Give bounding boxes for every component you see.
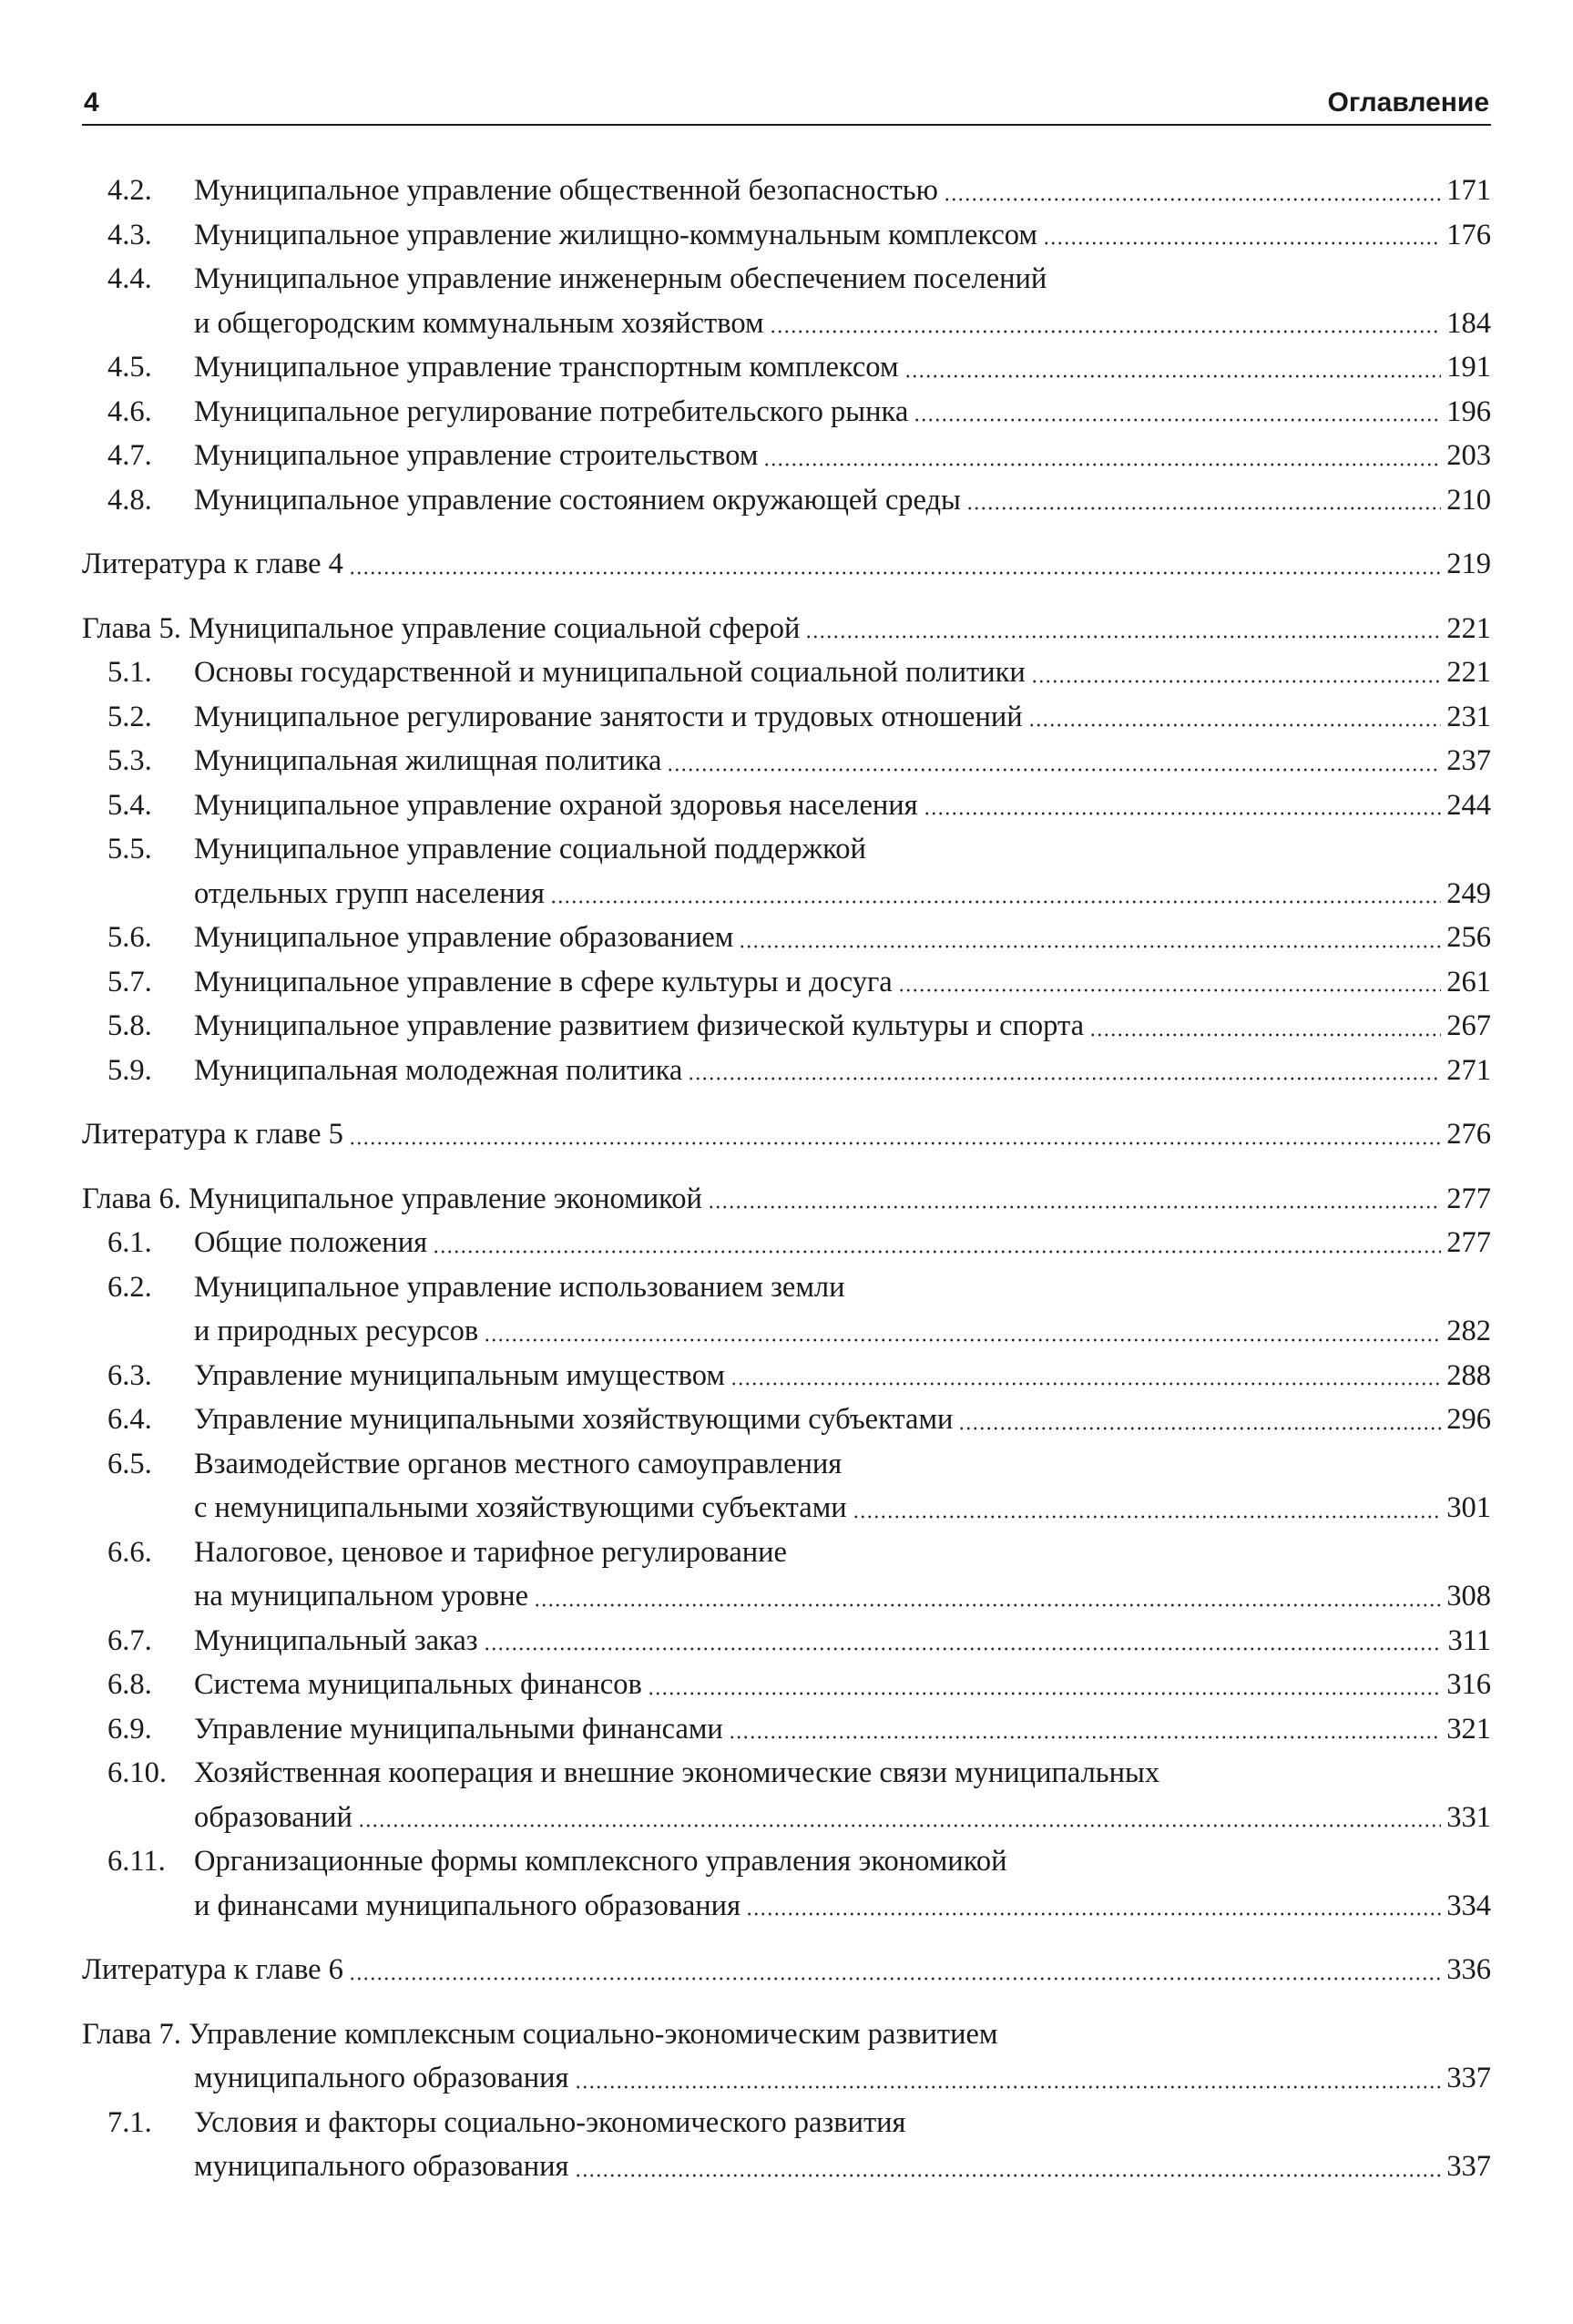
toc-page-number: 271 <box>1446 1053 1491 1087</box>
toc-entry-title: Система муниципальных финансов <box>194 1668 642 1701</box>
toc-entry-title: Муниципальная жилищная политика <box>194 744 662 777</box>
toc-page-number: 336 <box>1446 1953 1491 1986</box>
toc-page-number: 311 <box>1447 1623 1491 1657</box>
toc-entry-title: образований <box>194 1800 352 1834</box>
toc-entry-number: 6.1. <box>107 1226 152 1259</box>
toc-chapter-entry[interactable] <box>82 1948 1491 1992</box>
toc-entry-title: с немуниципальными хозяйствующими субъектами <box>194 1491 847 1524</box>
toc-page-number: 249 <box>1446 876 1491 910</box>
toc-entry-title: Муниципальное регулирование потребительского рынка <box>194 394 909 428</box>
toc-entry-title: муниципального образования <box>194 2150 569 2183</box>
toc-page-number: 191 <box>1446 351 1491 384</box>
dot-leader <box>358 1821 1441 1830</box>
toc-entry-number: 4.8. <box>107 483 152 517</box>
toc-entry[interactable] <box>82 783 1491 828</box>
toc-chapter-entry[interactable] <box>82 542 1491 587</box>
dot-leader <box>739 942 1441 951</box>
toc-page-number: 316 <box>1446 1668 1491 1701</box>
toc-page-number: 288 <box>1446 1358 1491 1392</box>
toc-entry-title: Хозяйственная кооперация и внешние экономические связи муниципальных <box>194 1756 1160 1789</box>
toc-entry-title: на муниципальном уровне <box>194 1580 529 1612</box>
toc-entry-title: Муниципальное управление инженерным обеспечением поселений <box>194 262 1047 295</box>
toc-entry-title: Налоговое, ценовое и тарифное регулирование <box>194 1535 787 1569</box>
toc-entry-number: 6.5. <box>107 1447 152 1480</box>
dot-leader <box>805 632 1441 641</box>
toc-entry-number: 6.4. <box>107 1403 152 1436</box>
toc-entry-number: 7.1. <box>107 2105 152 2139</box>
dot-leader <box>746 1909 1441 1919</box>
toc-page-number: 331 <box>1446 1800 1491 1834</box>
toc-entry-title: Муниципальное управление транспортным комплексом <box>194 351 899 384</box>
toc-entry-title: Основы государственной и муниципальной социальной политики <box>194 656 1026 689</box>
toc-entry-title: Муниципальное управление состоянием окружающей среды <box>194 483 961 517</box>
dot-leader <box>1028 721 1442 730</box>
toc-page-number: 176 <box>1446 218 1491 251</box>
dot-leader <box>349 568 1441 578</box>
toc-entry-number: 4.3. <box>107 218 152 251</box>
toc-entry[interactable] <box>82 1663 1491 1707</box>
toc-entry-title: Литература к главе 4 <box>82 548 343 580</box>
toc-entry-number: 5.3. <box>107 744 152 777</box>
dot-leader <box>688 1074 1441 1083</box>
toc-entry-number: 4.7. <box>107 439 152 472</box>
toc-entry[interactable] <box>82 169 1491 213</box>
toc-entry-number: 5.8. <box>107 1009 152 1042</box>
toc-page-number: 237 <box>1446 744 1491 777</box>
toc-entry[interactable] <box>82 1751 1491 1839</box>
toc-page-number: 231 <box>1446 700 1491 733</box>
toc-entry[interactable] <box>82 739 1491 783</box>
toc-entry[interactable] <box>82 478 1491 523</box>
running-title: Оглавление <box>1327 87 1489 118</box>
dot-leader <box>1043 239 1441 248</box>
toc-page-number: 321 <box>1446 1712 1491 1746</box>
toc-chapter-entry[interactable] <box>82 1112 1491 1157</box>
dot-leader <box>550 897 1441 906</box>
toc-page-number: 296 <box>1446 1403 1491 1436</box>
toc-entry-title: и финансами муниципального образования <box>194 1889 741 1922</box>
toc-page-number: 196 <box>1446 394 1491 428</box>
toc-entry[interactable] <box>82 960 1491 1005</box>
toc-entry-title: Муниципальное управление строительством <box>194 439 759 472</box>
toc-entry-title: Муниципальное управление образованием <box>194 921 734 954</box>
toc-entry[interactable] <box>82 213 1491 258</box>
toc-entry-title: муниципального образования <box>194 2062 569 2094</box>
toc-entry[interactable] <box>82 650 1491 695</box>
dot-leader <box>575 2083 1442 2092</box>
toc-entry[interactable] <box>82 1265 1491 1354</box>
toc-entry-number: 5.2. <box>107 700 152 733</box>
dot-leader <box>966 504 1441 513</box>
dot-leader <box>484 1336 1441 1345</box>
toc-entry[interactable] <box>82 345 1491 390</box>
toc-entry-number: 4.6. <box>107 394 152 428</box>
toc-entry[interactable] <box>82 695 1491 740</box>
toc-entry-number: 5.4. <box>107 788 152 822</box>
toc-entry[interactable] <box>82 1442 1491 1531</box>
toc-entry-title: Муниципальное управление в сфере культуры и досуга <box>194 965 893 998</box>
toc-entry[interactable] <box>82 1354 1491 1398</box>
dot-leader <box>575 2171 1442 2180</box>
toc-entry-title: Управление муниципальным имуществом <box>194 1358 725 1392</box>
toc-entry[interactable] <box>82 1004 1491 1049</box>
toc-entry-title: отдельных групп населения <box>194 876 545 910</box>
toc-page-number: 219 <box>1446 548 1491 580</box>
dot-leader <box>484 1644 1443 1653</box>
toc-entry-number: 4.4. <box>107 262 152 295</box>
toc-entry[interactable] <box>82 1619 1491 1664</box>
toc-entry[interactable] <box>82 827 1491 916</box>
toc-chapter-entry[interactable] <box>82 2012 1491 2101</box>
toc-entry[interactable] <box>82 257 1491 345</box>
toc-page-number: 171 <box>1446 174 1491 207</box>
toc-entry-title: Общие положения <box>194 1226 428 1259</box>
toc-entry[interactable] <box>82 2101 1491 2189</box>
toc-entry-number: 4.5. <box>107 351 152 384</box>
toc-entry-title: Муниципальное управление развитием физической культуры и спорта <box>194 1009 1085 1042</box>
toc-entry-title: Муниципальная молодежная политика <box>194 1053 683 1087</box>
toc-page-number: 184 <box>1446 306 1491 340</box>
toc-page-number: 282 <box>1446 1315 1491 1347</box>
dot-leader <box>904 372 1442 381</box>
toc-entry-title: Условия и факторы социально-экономического развития <box>194 2105 906 2139</box>
table-of-contents <box>82 169 1491 2189</box>
toc-page-number: 244 <box>1446 788 1491 822</box>
toc-entry-title: Муниципальное управление охраной здоровья населения <box>194 788 918 822</box>
dot-leader <box>914 415 1441 425</box>
toc-entry-number: 6.2. <box>107 1270 152 1304</box>
toc-entry-title: Литература к главе 6 <box>82 1953 343 1986</box>
dot-leader <box>667 765 1441 774</box>
toc-entry[interactable] <box>82 916 1491 960</box>
toc-entry-title: Глава 6. Муниципальное управление экономикой <box>82 1182 702 1215</box>
dot-leader <box>763 460 1441 469</box>
toc-entry-title: Муниципальное управление использованием земли <box>194 1270 845 1304</box>
toc-entry-title: Муниципальное регулирование занятости и трудовых отношений <box>194 700 1023 733</box>
toc-entry-number: 5.6. <box>107 921 152 954</box>
toc-page-number: 267 <box>1446 1009 1491 1042</box>
toc-page-number: 203 <box>1446 439 1491 472</box>
toc-page-number: 256 <box>1446 921 1491 954</box>
page-number: 4 <box>84 87 99 118</box>
toc-page-number: 301 <box>1446 1491 1491 1524</box>
dot-leader <box>433 1247 1441 1256</box>
toc-page-number: 337 <box>1446 2062 1491 2094</box>
toc-chapter-entry[interactable] <box>82 607 1491 651</box>
toc-entry[interactable] <box>82 1397 1491 1442</box>
toc-entry-number: 6.7. <box>107 1623 152 1657</box>
toc-entry-title: Муниципальное управление социальной поддержкой <box>194 833 866 865</box>
dot-leader <box>1031 677 1441 686</box>
toc-entry-number: 6.9. <box>107 1712 152 1746</box>
toc-entry-number: 6.10. <box>107 1756 167 1789</box>
toc-page-number: 277 <box>1446 1182 1491 1215</box>
toc-entry-title: Управление муниципальными хозяйствующими субъектами <box>194 1403 954 1436</box>
dot-leader <box>730 1379 1441 1388</box>
toc-page-number: 210 <box>1446 483 1491 517</box>
dot-leader <box>708 1203 1441 1212</box>
toc-entry-number: 6.3. <box>107 1358 152 1392</box>
toc-page-number: 277 <box>1446 1226 1491 1259</box>
dot-leader <box>770 327 1442 336</box>
toc-entry[interactable] <box>82 1049 1491 1093</box>
toc-page-number: 276 <box>1446 1118 1491 1151</box>
toc-entry-title: Глава 7. Управление комплексным социально-экономическим развитием <box>82 2017 998 2051</box>
toc-entry-number: 6.8. <box>107 1668 152 1701</box>
toc-entry-number: 6.6. <box>107 1535 152 1569</box>
dot-leader <box>349 1139 1441 1148</box>
toc-entry[interactable] <box>82 1531 1491 1619</box>
dot-leader <box>534 1601 1441 1610</box>
toc-page-number: 221 <box>1446 611 1491 645</box>
toc-chapter-entry[interactable] <box>82 1177 1491 1222</box>
toc-entry-title: и общегородским коммунальным хозяйством <box>194 306 764 340</box>
toc-entry-number: 5.7. <box>107 965 152 998</box>
dot-leader <box>958 1424 1441 1433</box>
toc-page-number: 337 <box>1446 2150 1491 2183</box>
toc-entry-title: Управление муниципальными финансами <box>194 1712 723 1746</box>
toc-entry[interactable] <box>82 1707 1491 1752</box>
toc-page-number: 334 <box>1446 1889 1491 1922</box>
toc-entry-title: Организационные формы комплексного управления экономикой <box>194 1845 1007 1878</box>
toc-entry-number: 5.9. <box>107 1053 152 1087</box>
toc-page-number: 221 <box>1446 656 1491 689</box>
toc-entry-title: Муниципальное управление общественной безопасностью <box>194 174 938 207</box>
dot-leader <box>853 1512 1442 1521</box>
toc-entry-title: Взаимодействие органов местного самоуправления <box>194 1447 843 1480</box>
toc-entry-title: Муниципальный заказ <box>194 1623 478 1657</box>
toc-entry-title: Глава 5. Муниципальное управление социальной сферой <box>82 611 801 645</box>
dot-leader <box>648 1689 1441 1698</box>
toc-entry[interactable] <box>82 1839 1491 1928</box>
dot-leader <box>349 1974 1441 1983</box>
toc-entry-number: 5.5. <box>107 833 152 865</box>
toc-page-number: 308 <box>1446 1580 1491 1612</box>
toc-entry-number: 4.2. <box>107 174 152 207</box>
toc-entry[interactable] <box>82 434 1491 478</box>
toc-entry-number: 6.11. <box>107 1845 166 1878</box>
toc-entry-title: Литература к главе 5 <box>82 1118 343 1151</box>
dot-leader <box>924 809 1442 818</box>
toc-entry-title: и природных ресурсов <box>194 1315 479 1347</box>
dot-leader <box>1089 1030 1441 1039</box>
dot-leader <box>898 986 1442 995</box>
toc-entry-title: Муниципальное управление жилищно-коммунальным комплексом <box>194 218 1037 251</box>
toc-page-number: 261 <box>1446 965 1491 998</box>
page-header <box>82 78 1491 126</box>
toc-entry[interactable] <box>82 390 1491 435</box>
dot-leader <box>729 1733 1441 1742</box>
toc-entry[interactable] <box>82 1221 1491 1265</box>
toc-entry-number: 5.1. <box>107 656 152 689</box>
dot-leader <box>944 195 1441 204</box>
